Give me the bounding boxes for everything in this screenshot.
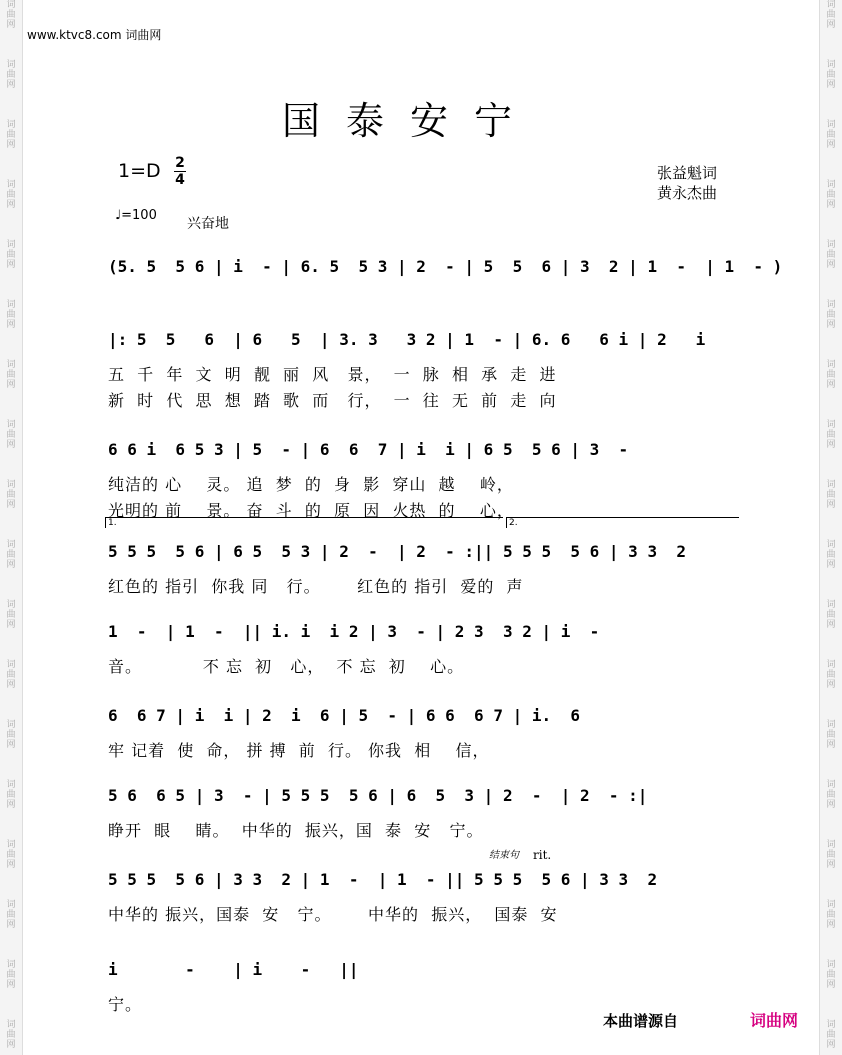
lyric-line: 纯洁的 心 灵。 追 梦 的 身 影 穿山 越 岭， <box>108 475 514 494</box>
source-note: 本曲谱源自 <box>603 1012 679 1030</box>
watermark-mark: 词 曲 网 <box>6 0 16 30</box>
site-logo[interactable]: 词曲网 <box>750 1011 799 1030</box>
lyric-line: 牢 记着 使 命， 拼 搏 前 行。 你我 相 信， <box>108 741 490 760</box>
expression-marking: 兴奋地 <box>187 216 229 232</box>
time-bottom: 4 <box>175 172 185 188</box>
watermark-mark: 词 曲 网 <box>6 60 16 90</box>
time-top: 2 <box>175 155 185 171</box>
right-watermark-strip <box>819 0 842 1055</box>
score-row <box>108 620 742 676</box>
watermark-mark: 词 曲 网 <box>6 1020 16 1050</box>
second-ending-bracket <box>506 517 739 528</box>
score-row <box>108 784 742 840</box>
watermark-mark: 词 曲 网 <box>6 720 16 750</box>
watermark-mark: 词 曲 网 <box>826 300 836 330</box>
watermark-mark: 词 曲 网 <box>826 540 836 570</box>
tempo-marking: ♩=100 <box>115 208 157 223</box>
notation-line: 6 6 7 | i i | 2 i 6 | 5 - | 6 6 6 7 | i. 6 <box>108 706 581 725</box>
notation-line: 1 - | 1 - || i. i i 2 | 3 - | 2 3 3 2 | i - <box>108 622 600 641</box>
notation-line: |: 5 5 6 | 6 5 | 3. 3 3 2 | 1 - | 6. 6 6 i | 2 i <box>108 330 706 349</box>
lyricist-credit: 张益魁词 <box>657 164 718 182</box>
watermark-mark: 词 曲 网 <box>826 60 836 90</box>
ending-label: 结束句 <box>489 850 519 861</box>
watermark-mark: 词 曲 网 <box>826 720 836 750</box>
lyric-line: 光明的 前 景。 奋 斗 的 原 因 火热 的 心， <box>108 501 514 520</box>
watermark-mark: 词 曲 网 <box>826 420 836 450</box>
score-row <box>108 958 742 1014</box>
first-ending-bracket <box>105 517 503 528</box>
watermark-mark: 词 曲 网 <box>6 960 16 990</box>
lyric-line: 宁。 <box>108 995 143 1014</box>
watermark-mark: 词 曲 网 <box>6 540 16 570</box>
watermark-mark: 词 曲 网 <box>6 480 16 510</box>
watermark-mark: 词 曲 网 <box>826 900 836 930</box>
watermark-mark: 词 曲 网 <box>826 600 836 630</box>
notation-line: 6 6 i 6 5 3 | 5 - | 6 6 7 | i i | 6 5 5 6 | 3 - <box>108 440 629 459</box>
notation-line: i - | i - || <box>108 960 359 979</box>
watermark-mark: 词 曲 网 <box>826 480 836 510</box>
watermark-mark: 词 曲 网 <box>826 360 836 390</box>
watermark-mark: 词 曲 网 <box>6 420 16 450</box>
notation-line: (5. 5 5 6 | i - | 6. 5 5 3 | 2 - | 5 5 6 | 3 2 | 1 - | 1 - ) <box>108 257 783 276</box>
lyric-line: 红色的 指引 你我 同 行。 红色的 指引 爱的 声 <box>108 577 524 596</box>
notation-line: 5 5 5 5 6 | 6 5 5 3 | 2 - | 2 - :|| 5 5 5 5 6 | 3 3 2 <box>108 542 686 561</box>
watermark-mark: 词 曲 网 <box>6 120 16 150</box>
key-signature: 1=D <box>118 160 161 182</box>
score-row <box>108 868 742 924</box>
ritardando-mark: rit. <box>533 848 552 862</box>
lyric-line: 睁开 眼 睛。 中华的 振兴，国 泰 安 宁。 <box>108 821 484 840</box>
watermark-mark: 词 曲 网 <box>6 240 16 270</box>
lyric-line: 新 时 代 思 想 踏 歌 而 行， 一 往 无 前 走 向 <box>108 391 557 410</box>
site-url[interactable]: www.ktvc8.com 词曲网 <box>27 28 162 42</box>
score-row <box>108 704 742 760</box>
watermark-mark: 词 曲 网 <box>6 360 16 390</box>
watermark-mark: 词 曲 网 <box>826 120 836 150</box>
song-title: 国泰安宁 <box>282 99 539 143</box>
time-signature <box>174 156 186 187</box>
lyric-line: 五 千 年 文 明 靓 丽 风 景， 一 脉 相 承 走 进 <box>108 365 557 384</box>
score-row <box>108 328 742 410</box>
notation-line: 5 6 6 5 | 3 - | 5 5 5 5 6 | 6 5 3 | 2 - | 2 - :| <box>108 786 648 805</box>
watermark-mark: 词 曲 网 <box>6 180 16 210</box>
watermark-mark: 词 曲 网 <box>826 1020 836 1050</box>
watermark-mark: 词 曲 网 <box>6 780 16 810</box>
notation-line: 5 5 5 5 6 | 3 3 2 | 1 - | 1 - || 5 5 5 5 6 | 3 3 2 <box>108 870 658 889</box>
watermark-mark: 词 曲 网 <box>826 840 836 870</box>
watermark-mark: 词 曲 网 <box>826 0 836 30</box>
first-ending-label: 1. <box>108 518 117 528</box>
watermark-mark: 词 曲 网 <box>6 900 16 930</box>
second-ending-label: 2. <box>509 518 518 528</box>
watermark-mark: 词 曲 网 <box>6 840 16 870</box>
composer-credit: 黄永杰曲 <box>657 184 718 202</box>
watermark-mark: 词 曲 网 <box>826 180 836 210</box>
lyric-line: 中华的 振兴，国泰 安 宁。 中华的 振兴， 国泰 安 <box>108 905 558 924</box>
watermark-mark: 词 曲 网 <box>826 240 836 270</box>
score-row <box>108 255 783 295</box>
left-watermark-strip <box>0 0 23 1055</box>
lyric-line: 音。 不 忘 初 心， 不 忘 初 心。 <box>108 657 465 676</box>
watermark-mark: 词 曲 网 <box>826 960 836 990</box>
score-row <box>108 540 742 596</box>
watermark-mark: 词 曲 网 <box>6 600 16 630</box>
watermark-mark: 词 曲 网 <box>826 780 836 810</box>
watermark-mark: 词 曲 网 <box>6 660 16 690</box>
watermark-mark: 词 曲 网 <box>826 660 836 690</box>
watermark-mark: 词 曲 网 <box>6 300 16 330</box>
score-row <box>108 438 742 520</box>
